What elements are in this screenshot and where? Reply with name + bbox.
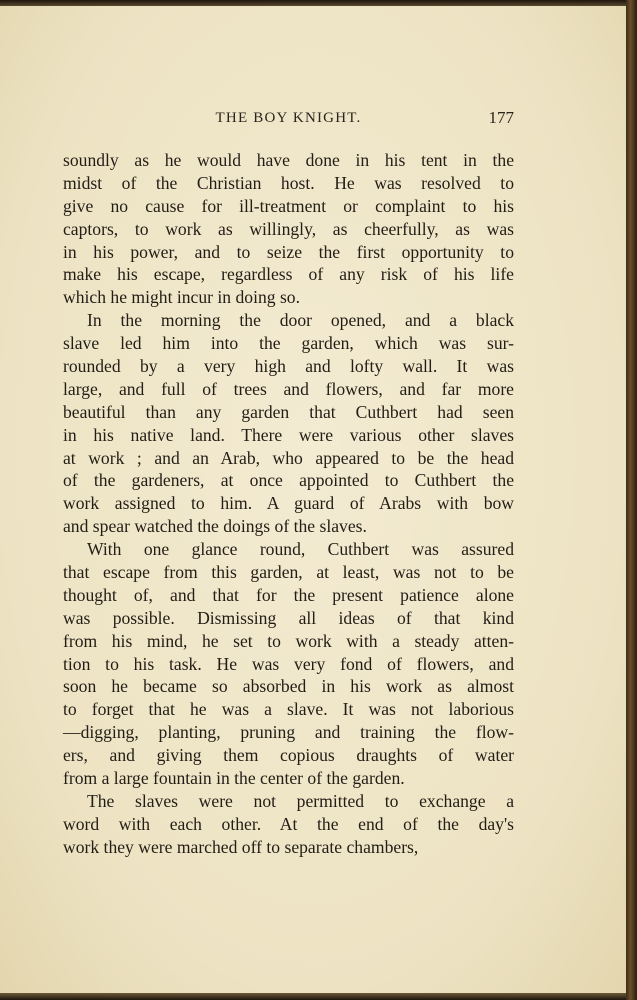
text-line: to forget that he was a slave. It was not laborious xyxy=(63,699,514,720)
text-line: beautiful than any garden that Cuthbert had seen xyxy=(63,401,514,422)
text-line: With one glance round, Cuthbert was assured xyxy=(87,539,514,560)
text-line: rounded by a very high and lofty wall. It was xyxy=(63,356,514,377)
text-line: In the morning the door opened, and a black xyxy=(87,310,514,331)
text-line: large, and full of trees and flowers, and far more xyxy=(63,378,514,399)
book-spine-edge xyxy=(626,0,637,1000)
text-line: that escape from this garden, at least, was not to be xyxy=(63,562,514,583)
text-line: work assigned to him. A guard of Arabs with bow xyxy=(63,493,514,514)
text-line: word with each other. At the end of the day's xyxy=(63,813,514,834)
text-line: soon he became so absorbed in his work as almost xyxy=(63,676,514,697)
text-line: at work ; and an Arab, who appeared to be the head xyxy=(63,447,514,468)
text-line: —digging, planting, pruning and training the flow- xyxy=(63,722,514,743)
text-line: midst of the Christian host. He was resolved to xyxy=(63,172,514,193)
text-line: of the gardeners, at once appointed to Cuthbert the xyxy=(63,470,514,491)
text-line: in his power, and to seize the first opportunity to xyxy=(63,241,514,262)
book-page xyxy=(0,6,628,994)
text-line: tion to his task. He was very fond of flowers, and xyxy=(63,653,514,674)
text-line: in his native land. There were various other slaves xyxy=(63,424,514,445)
text-line: thought of, and that for the present patience alone xyxy=(63,584,514,605)
page-header xyxy=(63,108,514,132)
text-line: give no cause for ill-treatment or complaint to his xyxy=(63,195,514,216)
text-line: make his escape, regardless of any risk of his life xyxy=(63,264,514,285)
text-line: and spear watched the doings of the slaves. xyxy=(63,516,367,537)
text-line: work they were marched off to separate chambers, xyxy=(63,836,419,857)
text-line: captors, to work as willingly, as cheerfully, as was xyxy=(63,218,514,239)
text-line: which he might incur in doing so. xyxy=(63,287,301,308)
page-bottom-edge xyxy=(0,993,626,1000)
running-head: THE BOY KNIGHT. xyxy=(215,110,362,126)
text-line: was possible. Dismissing all ideas of that kind xyxy=(63,607,514,628)
text-line: The slaves were not permitted to exchange a xyxy=(87,790,514,811)
text-line: ers, and giving them copious draughts of water xyxy=(63,745,514,766)
body-text xyxy=(63,149,514,859)
page-number: 177 xyxy=(488,108,514,127)
text-line: soundly as he would have done in his tent in the xyxy=(63,150,514,170)
text-line: from a large fountain in the center of the garden. xyxy=(63,768,405,789)
text-line: from his mind, he set to work with a steady atten- xyxy=(63,630,514,651)
text-line: slave led him into the garden, which was sur- xyxy=(63,333,514,354)
